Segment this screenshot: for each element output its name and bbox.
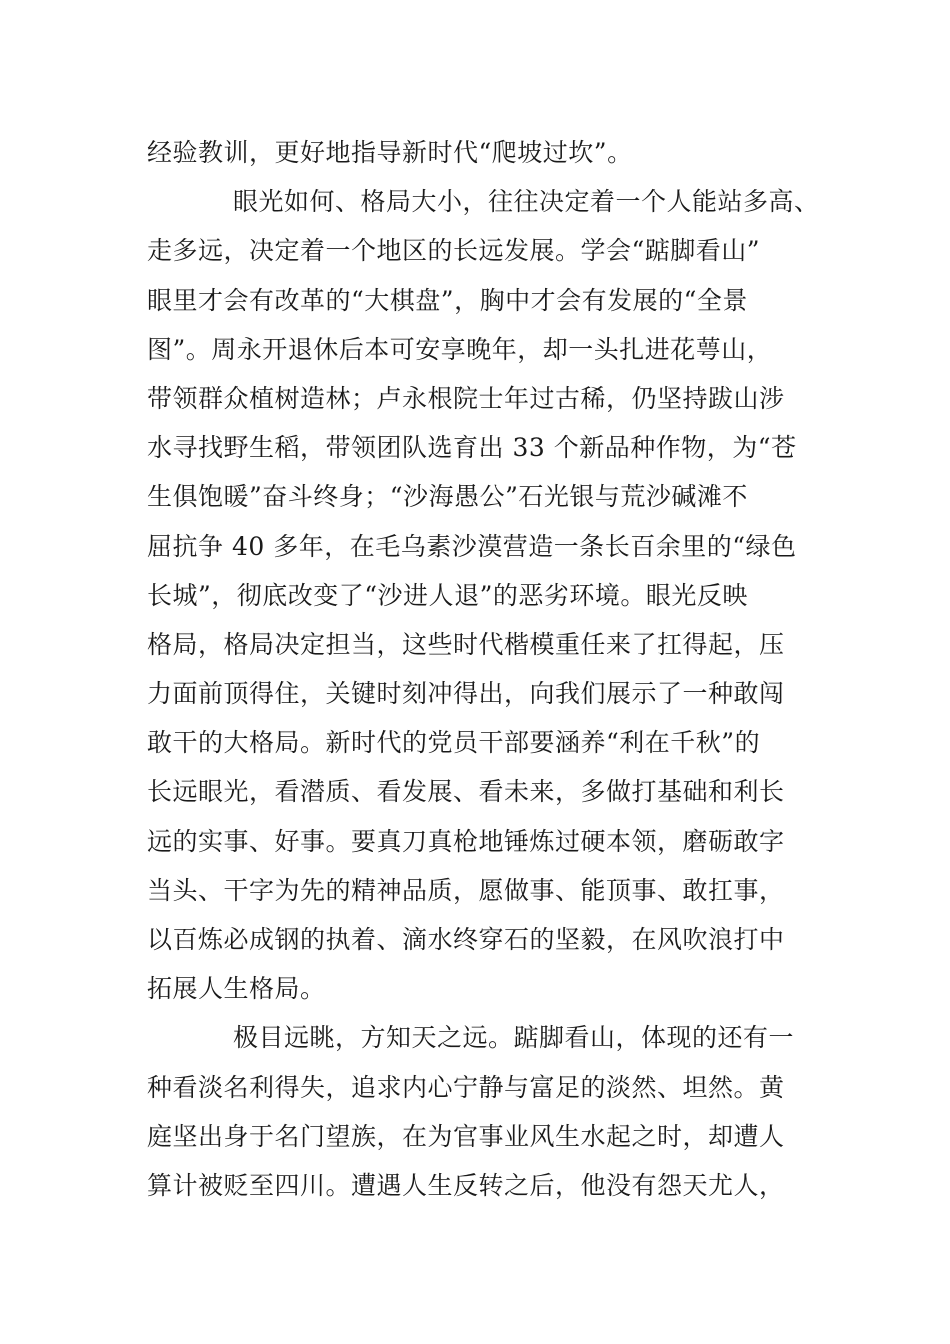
text-line: 以百炼必成钢的执着、滴水终穿石的坚毅，在风吹浪打中	[147, 925, 785, 954]
body-text	[147, 128, 837, 1210]
text-line: 眼光如何、格局大小，往往决定着一个人能站多高、	[233, 187, 820, 217]
text-line: 远的实事、好事。要真刀真枪地锤炼过硬本领，磨砺敢字	[147, 826, 785, 856]
text-line: 庭坚出身于名门望族，在为官事业风生水起之时，却遭人	[147, 1121, 785, 1151]
text-line: 种看淡名利得失，追求内心宁静与富足的淡然、坦然。黄	[147, 1072, 785, 1102]
text-line: 带领群众植树造林；卢永根院士年过古稀，仍坚持跋山涉	[147, 383, 785, 413]
text-line: 算计被贬至四川。遭遇人生反转之后，他没有怨天尤人，	[147, 1170, 785, 1200]
text-line: 屈抗争 40 多年，在毛乌素沙漠营造一条长百余里的“绿色	[147, 531, 797, 561]
text-line: 力面前顶得住，关键时刻冲得出，向我们展示了一种敢闯	[147, 679, 785, 709]
text-line: 当头、干字为先的精神品质，愿做事、能顶事、敢扛事，	[147, 875, 785, 905]
text-line: 拓展人生格局。	[147, 974, 326, 1004]
text-line: 走多远，决定着一个地区的长远发展。学会“踮脚看山”	[147, 236, 761, 266]
text-line: 极目远眺，方知天之远。踮脚看山，体现的还有一	[233, 1023, 795, 1053]
text-line: 经验教训，更好地指导新时代“爬坡过坎”。	[147, 138, 633, 167]
text-line: 生俱饱暖”奋斗终身；“沙海愚公”石光银与荒沙碱滩不	[147, 482, 748, 512]
text-line: 图”。周永开退休后本可安享晚年，却一头扎进花萼山，	[147, 334, 773, 364]
text-line: 长远眼光，看潜质、看发展、看未来，多做打基础和利长	[147, 777, 785, 807]
text-line: 眼里才会有改革的“大棋盘”，胸中才会有发展的“全景	[147, 285, 748, 315]
text-line: 长城”，彻底改变了“沙进人退”的恶劣环境。眼光反映	[147, 580, 748, 610]
text-line: 水寻找野生稻，带领团队选育出 33 个新品种作物，为“苍	[147, 433, 797, 463]
text-line: 敢干的大格局。新时代的党员干部要涵养“利在千秋”的	[147, 728, 761, 758]
text-line: 格局，格局决定担当，这些时代楷模重任来了扛得起，压	[147, 629, 785, 659]
